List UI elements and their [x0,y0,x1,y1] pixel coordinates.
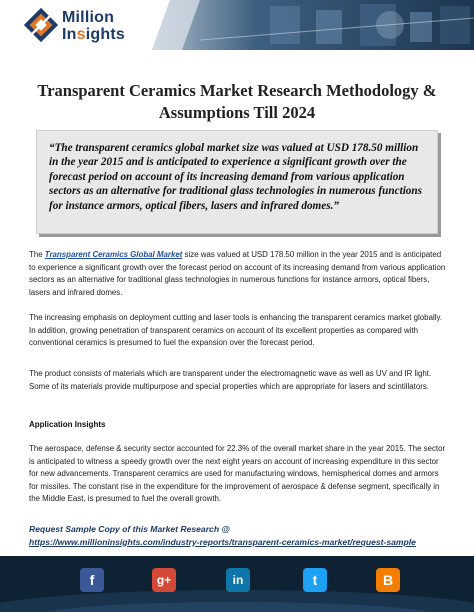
linkedin-icon[interactable]: in [226,568,250,592]
request-sample-link[interactable]: https://www.millioninsights.com/industry-reports/transparent-ceramics-market/request-sample [29,536,416,547]
logo-mark-icon [22,6,60,44]
paragraph-intro: The Transparent Ceramics Global Market size was valued at USD 178.50 million in the year 2015 and is anticipated to experience a significant growth over the forecast period on account of its increasing demand from various application sectors as an alternative for traditional glass technologies in numerous functions for instance armors, optical fibers, lasers and infrared domes. [29,250,446,297]
google-plus-icon[interactable]: g+ [152,568,176,592]
request-sample-label: Request Sample Copy of this Market Research @ [29,524,230,534]
paragraph-application-insights: The aerospace, defense & security sector accounted for 22.3% of the overall market share in the year 2015. The sector is anticipated to witness a speedy growth over the next eight years on account of increasing expenditure in this sector for new advancements. Transparent ceramics are used for manufacturing windows, hemispherical domes and armors for missiles. The constant rise in the expenditure for the improvement of aerospace & defense segment, specifically in the Middle East, is presumed to fuel the overall growth. [29,444,446,504]
million-insights-logo[interactable] [22,4,132,48]
summary-quote-box [36,130,438,234]
twitter-icon[interactable]: t [303,568,327,592]
page-header [0,0,474,52]
request-sample-block [29,523,449,548]
facebook-icon[interactable]: f [80,568,104,592]
summary-quote-text: “The transparent ceramics global market size was valued at USD 178.50 million in the year 2015 and is anticipated to experience a significant growth over the forecast period on account of its increasing demand from various application sectors as an alternative for traditional glass technologies in numerous functions for instance armors, optical fibers, lasers and infrared domes.” [49,142,422,212]
blogger-icon[interactable]: B [376,568,400,592]
paragraph-drivers: The increasing emphasis on deployment cutting and laser tools is enhancing the transparent ceramics market globally. In addition, growing penetration of transparent ceramics on account of its excellent properties as compared with conventional ceramics is presumed to fuel the expansion over the forecast period. [29,313,443,348]
paragraph-product: The product consists of materials which are transparent under the electromagnetic wave as well as UV and IR light. Some of its materials provide multipurpose and special properties which are appropriate for lasers and scintillators. [29,369,432,391]
document-title-line2: Assumptions Till 2024 [158,103,316,122]
section-heading-application-insights: Application Insights [29,420,106,429]
market-report-link[interactable]: Transparent Ceramics Global Market [44,250,183,259]
header-banner-graphic [140,0,474,50]
social-footer [0,556,474,612]
logo-wordmark-line2: Insights [62,26,125,43]
logo-wordmark-line1: Million [62,9,115,26]
document-title-line1: Transparent Ceramics Market Research Methodology & [37,81,437,100]
document-title [0,80,474,124]
